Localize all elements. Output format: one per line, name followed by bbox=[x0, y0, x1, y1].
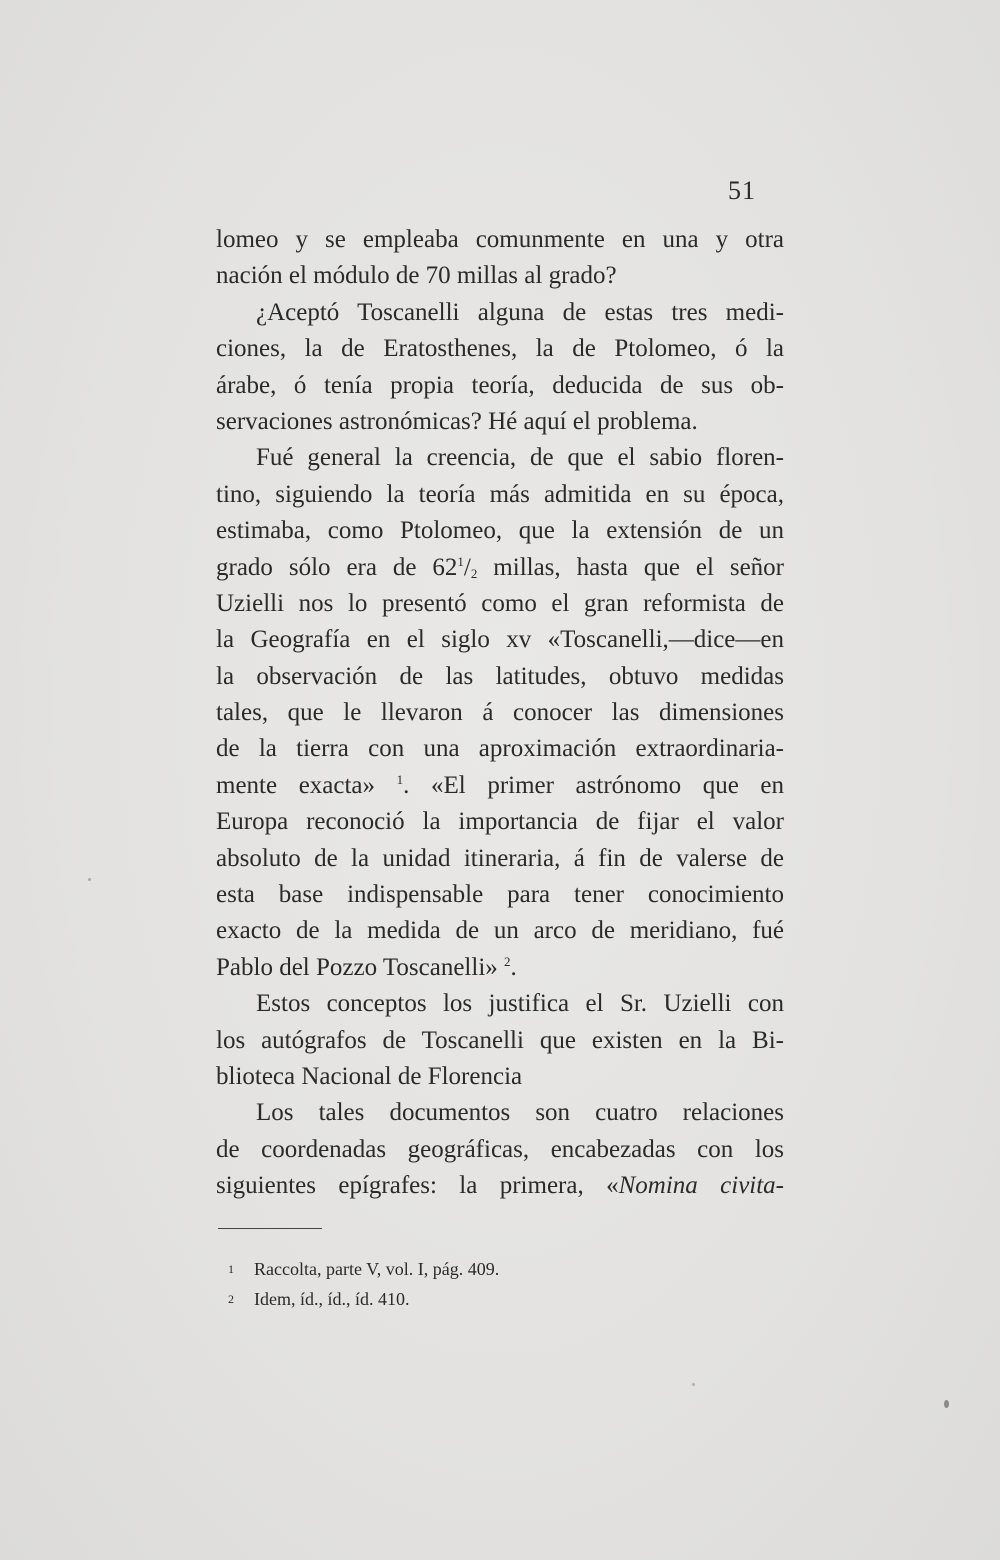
text-segment: . «El primer astrónomo que en bbox=[403, 771, 785, 799]
text-line: la Geografía en el siglo xv «Toscanelli,—dice—en bbox=[216, 626, 784, 654]
text-line: Fué general la creencia, de que el sabio floren- bbox=[256, 444, 784, 472]
paper-speck bbox=[88, 878, 91, 881]
text-segment: Pablo del Pozzo Toscanelli» bbox=[216, 953, 498, 981]
text-line-ref bbox=[216, 768, 784, 804]
text-line: de la tierra con una aproximación extraordinaria- bbox=[216, 735, 784, 763]
footnote-ref-1: 1 bbox=[396, 771, 404, 787]
fraction-slash: / bbox=[463, 553, 471, 581]
text-line: lomeo y se empleaba comunmente en una y otra bbox=[216, 226, 784, 253]
text-line: los autógrafos de Toscanelli que existen en la Bi- bbox=[216, 1026, 784, 1054]
text-line: tino, siguiendo la teoría más admitida en su época, bbox=[216, 480, 784, 508]
footnote-text: Idem, íd., íd., íd. 410. bbox=[254, 1289, 410, 1309]
text-line: nación el módulo de 70 millas al grado? bbox=[216, 262, 617, 290]
text-line: estimaba, como Ptolomeo, que la extensión de un bbox=[216, 517, 784, 545]
text-line: de coordenadas geográficas, encabezadas con los bbox=[216, 1135, 784, 1163]
footnote-2 bbox=[228, 1284, 499, 1314]
footnote-1 bbox=[228, 1254, 499, 1284]
page-number: 51 bbox=[728, 176, 756, 205]
text-line: Europa reconoció la importancia de fijar el valor bbox=[216, 808, 784, 836]
fraction-prefix: grado sólo era de 62 bbox=[216, 553, 458, 581]
footnotes bbox=[228, 1254, 499, 1314]
text-line: Los tales documentos son cuatro relaciones bbox=[256, 1099, 784, 1127]
text-line: Uzielli nos lo presentó como el gran reformista de bbox=[216, 589, 784, 617]
italic-title: Nomina civita- bbox=[618, 1172, 785, 1200]
text-line: árabe, ó tenía propia teoría, deducida de sus ob- bbox=[216, 371, 784, 399]
footnote-text: Raccolta, parte V, vol. I, pág. 409. bbox=[254, 1259, 500, 1279]
text-line: Estos conceptos los justifica el Sr. Uzielli con bbox=[256, 990, 784, 1018]
text-segment: . bbox=[510, 953, 517, 981]
fraction-numerator: 1 bbox=[457, 553, 464, 569]
text-line-fraction bbox=[216, 550, 784, 586]
fraction-denominator: 2 bbox=[470, 565, 478, 581]
text-segment: mente exacta» bbox=[216, 771, 376, 799]
footnote-mark: 2 bbox=[228, 1292, 234, 1306]
text-line: blioteca Nacional de Florencia bbox=[216, 1062, 523, 1090]
text-segment: siguientes epígrafes: la primera, « bbox=[216, 1172, 619, 1200]
body-text bbox=[216, 222, 784, 1205]
footnote-mark: 1 bbox=[228, 1262, 234, 1276]
text-line: esta base indispensable para tener conocimiento bbox=[216, 881, 784, 909]
text-line: la observación de las latitudes, obtuvo medidas bbox=[216, 662, 784, 690]
paper-speck bbox=[944, 1400, 949, 1408]
text-line: servaciones astronómicas? Hé aquí el problema. bbox=[216, 407, 698, 435]
text-line-ref bbox=[216, 950, 784, 986]
text-line: absoluto de la unidad itineraria, á fin de valerse de bbox=[216, 844, 784, 872]
text-line: ¿Aceptó Toscanelli alguna de estas tres medi- bbox=[256, 298, 784, 326]
footnote-ref-2: 2 bbox=[504, 953, 511, 969]
text-line: ciones, la de Eratosthenes, la de Ptolomeo, ó la bbox=[216, 335, 784, 363]
text-line-italic bbox=[216, 1168, 784, 1204]
footnote-separator bbox=[218, 1228, 322, 1229]
paper-speck bbox=[692, 1383, 695, 1386]
text-line: exacto de la medida de un arco de meridiano, fué bbox=[216, 917, 784, 945]
text-line: tales, que le llevaron á conocer las dimensiones bbox=[216, 699, 784, 727]
fraction-suffix: millas, hasta que el señor bbox=[493, 553, 785, 581]
